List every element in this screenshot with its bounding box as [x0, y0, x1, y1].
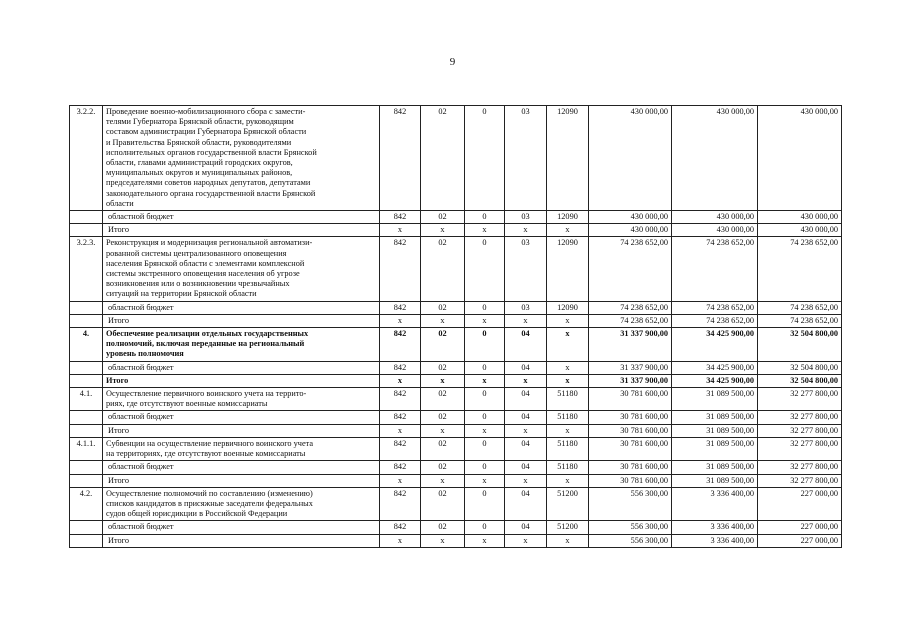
code-grbs-cell: 842	[380, 237, 421, 301]
value-year2-cell: 34 425 900,00	[672, 361, 758, 374]
value-year3-cell: 32 277 800,00	[758, 437, 842, 460]
code-section-cell: 02	[421, 361, 465, 374]
row-number-cell: 3.2.3.	[70, 237, 103, 301]
code-section-cell: 02	[421, 487, 465, 521]
value-year3-cell: 74 238 652,00	[758, 301, 842, 314]
code-program-cell: 04	[505, 361, 547, 374]
code-section-cell: x	[421, 224, 465, 237]
value-year2-cell: 3 336 400,00	[672, 534, 758, 547]
code-subsection-cell: x	[465, 534, 505, 547]
row-name-cell: Субвенции на осуществление первичного воинского учета на территориях, где отсутствуют военные комиссариаты	[103, 437, 380, 460]
table-row	[70, 474, 842, 487]
value-year2-cell: 74 238 652,00	[672, 301, 758, 314]
table-row	[70, 437, 842, 460]
row-number-cell	[70, 314, 103, 327]
code-direction-cell: x	[547, 314, 589, 327]
code-direction-cell: 51200	[547, 487, 589, 521]
code-program-cell: 03	[505, 237, 547, 301]
value-year3-cell: 430 000,00	[758, 224, 842, 237]
code-program-cell: 03	[505, 211, 547, 224]
row-name-cell: Реконструкция и модернизация региональной автоматизи- рованной системы централизованного оповещения населения Брянской области с элементами комплексной системы экстренного оповещения населения об угрозе возникновения или о возникновении чрезвычайных ситуаций на территории Брянской области	[103, 237, 380, 301]
value-year1-cell: 30 781 600,00	[589, 388, 672, 411]
value-year1-cell: 30 781 600,00	[589, 437, 672, 460]
code-subsection-cell: 0	[465, 301, 505, 314]
value-year2-cell: 3 336 400,00	[672, 521, 758, 534]
code-grbs-cell: x	[380, 224, 421, 237]
code-section-cell: x	[421, 474, 465, 487]
value-year1-cell: 556 300,00	[589, 521, 672, 534]
row-name-cell: Итого	[103, 424, 380, 437]
code-grbs-cell: 842	[380, 211, 421, 224]
value-year3-cell: 32 277 800,00	[758, 461, 842, 474]
code-subsection-cell: 0	[465, 521, 505, 534]
page-number: 9	[449, 56, 456, 68]
value-year3-cell: 74 238 652,00	[758, 237, 842, 301]
code-grbs-cell: 842	[380, 521, 421, 534]
row-number-cell	[70, 374, 103, 387]
value-year3-cell: 430 000,00	[758, 106, 842, 211]
code-subsection-cell: x	[465, 424, 505, 437]
code-section-cell: 02	[421, 388, 465, 411]
code-program-cell: 03	[505, 301, 547, 314]
code-subsection-cell: 0	[465, 237, 505, 301]
code-subsection-cell: 0	[465, 211, 505, 224]
code-direction-cell: x	[547, 374, 589, 387]
row-name-cell: Осуществление полномочий по составлению (изменению) списков кандидатов в присяжные заседатели федеральных судов общей юрисдикции в Российской Федерации	[103, 487, 380, 521]
value-year1-cell: 30 781 600,00	[589, 424, 672, 437]
code-section-cell: 02	[421, 521, 465, 534]
code-grbs-cell: x	[380, 314, 421, 327]
code-program-cell: x	[505, 424, 547, 437]
value-year3-cell: 32 504 800,00	[758, 328, 842, 362]
code-direction-cell: x	[547, 424, 589, 437]
code-subsection-cell: 0	[465, 411, 505, 424]
value-year3-cell: 227 000,00	[758, 521, 842, 534]
value-year1-cell: 74 238 652,00	[589, 314, 672, 327]
row-number-cell	[70, 534, 103, 547]
value-year1-cell: 31 337 900,00	[589, 328, 672, 362]
code-subsection-cell: 0	[465, 361, 505, 374]
code-direction-cell: 12090	[547, 301, 589, 314]
code-section-cell: x	[421, 314, 465, 327]
code-grbs-cell: 842	[380, 328, 421, 362]
value-year2-cell: 430 000,00	[672, 106, 758, 211]
value-year1-cell: 30 781 600,00	[589, 461, 672, 474]
code-section-cell: 02	[421, 437, 465, 460]
code-direction-cell: 51180	[547, 461, 589, 474]
value-year3-cell: 430 000,00	[758, 211, 842, 224]
code-section-cell: 02	[421, 237, 465, 301]
row-name-cell: Обеспечение реализации отдельных государственных полномочий, включая переданные на региональный уровень полномочия	[103, 328, 380, 362]
table-row	[70, 461, 842, 474]
code-subsection-cell: x	[465, 314, 505, 327]
row-name-cell: областной бюджет	[103, 411, 380, 424]
code-subsection-cell: 0	[465, 487, 505, 521]
table-row	[70, 314, 842, 327]
row-number-cell	[70, 361, 103, 374]
code-program-cell: 04	[505, 328, 547, 362]
value-year1-cell: 556 300,00	[589, 534, 672, 547]
code-subsection-cell: 0	[465, 328, 505, 362]
code-program-cell: 04	[505, 388, 547, 411]
value-year1-cell: 31 337 900,00	[589, 374, 672, 387]
table-row	[70, 487, 842, 521]
row-number-cell: 4.1.1.	[70, 437, 103, 460]
row-name-cell: областной бюджет	[103, 461, 380, 474]
table-row	[70, 361, 842, 374]
value-year2-cell: 31 089 500,00	[672, 388, 758, 411]
code-program-cell: 04	[505, 487, 547, 521]
code-direction-cell: x	[547, 328, 589, 362]
code-subsection-cell: 0	[465, 461, 505, 474]
code-section-cell: x	[421, 424, 465, 437]
value-year2-cell: 31 089 500,00	[672, 461, 758, 474]
row-name-cell: Проведение военно-мобилизационного сбора с замести- телями Губернатора Брянской области, руководящим составом администрации Губернатора Брянской области и Правительства Брянской области, руководителями исполнительных органов государственной власти Брянской области, главами администраций городских округов, муниципальных округов и муниципальных районов, председателями советов народных депутатов, депутатами законодательного органа государственной власти Брянской области	[103, 106, 380, 211]
row-name-cell: Итого	[103, 314, 380, 327]
value-year2-cell: 31 089 500,00	[672, 437, 758, 460]
value-year2-cell: 74 238 652,00	[672, 314, 758, 327]
value-year3-cell: 32 277 800,00	[758, 424, 842, 437]
row-number-cell	[70, 461, 103, 474]
value-year1-cell: 74 238 652,00	[589, 301, 672, 314]
value-year3-cell: 32 277 800,00	[758, 411, 842, 424]
table-row	[70, 328, 842, 362]
code-direction-cell: x	[547, 474, 589, 487]
code-program-cell: x	[505, 224, 547, 237]
code-section-cell: x	[421, 374, 465, 387]
value-year1-cell: 430 000,00	[589, 106, 672, 211]
code-program-cell: 04	[505, 521, 547, 534]
row-number-cell: 4.	[70, 328, 103, 362]
value-year2-cell: 34 425 900,00	[672, 328, 758, 362]
code-direction-cell: 12090	[547, 211, 589, 224]
table-row	[70, 424, 842, 437]
row-number-cell	[70, 301, 103, 314]
value-year2-cell: 31 089 500,00	[672, 424, 758, 437]
code-section-cell: 02	[421, 301, 465, 314]
code-subsection-cell: 0	[465, 388, 505, 411]
table-row	[70, 388, 842, 411]
code-section-cell: 02	[421, 411, 465, 424]
code-direction-cell: x	[547, 534, 589, 547]
table-row	[70, 224, 842, 237]
table-row	[70, 374, 842, 387]
code-grbs-cell: x	[380, 534, 421, 547]
row-name-cell: Осуществление первичного воинского учета на террито- риях, где отсутствуют военные комиссариаты	[103, 388, 380, 411]
row-number-cell	[70, 424, 103, 437]
table-row	[70, 534, 842, 547]
value-year2-cell: 31 089 500,00	[672, 411, 758, 424]
row-name-cell: областной бюджет	[103, 211, 380, 224]
code-direction-cell: 51180	[547, 411, 589, 424]
value-year3-cell: 32 504 800,00	[758, 374, 842, 387]
table-row	[70, 301, 842, 314]
table-row	[70, 411, 842, 424]
code-program-cell: 04	[505, 461, 547, 474]
code-grbs-cell: 842	[380, 461, 421, 474]
row-number-cell: 3.2.2.	[70, 106, 103, 211]
code-program-cell: 04	[505, 411, 547, 424]
row-number-cell: 4.2.	[70, 487, 103, 521]
row-number-cell	[70, 411, 103, 424]
row-number-cell	[70, 474, 103, 487]
value-year3-cell: 32 504 800,00	[758, 361, 842, 374]
code-direction-cell: 51180	[547, 388, 589, 411]
code-program-cell: 04	[505, 437, 547, 460]
value-year3-cell: 32 277 800,00	[758, 474, 842, 487]
value-year2-cell: 430 000,00	[672, 224, 758, 237]
code-direction-cell: x	[547, 361, 589, 374]
code-direction-cell: x	[547, 224, 589, 237]
code-grbs-cell: 842	[380, 487, 421, 521]
code-subsection-cell: 0	[465, 437, 505, 460]
code-program-cell: x	[505, 314, 547, 327]
code-grbs-cell: x	[380, 374, 421, 387]
code-grbs-cell: 842	[380, 411, 421, 424]
code-program-cell: 03	[505, 106, 547, 211]
code-grbs-cell: x	[380, 424, 421, 437]
code-subsection-cell: x	[465, 224, 505, 237]
value-year1-cell: 430 000,00	[589, 224, 672, 237]
code-subsection-cell: x	[465, 474, 505, 487]
code-program-cell: x	[505, 374, 547, 387]
code-direction-cell: 51200	[547, 521, 589, 534]
value-year2-cell: 3 336 400,00	[672, 487, 758, 521]
value-year3-cell: 227 000,00	[758, 534, 842, 547]
row-number-cell	[70, 224, 103, 237]
code-section-cell: 02	[421, 461, 465, 474]
code-direction-cell: 12090	[547, 237, 589, 301]
row-number-cell	[70, 521, 103, 534]
row-name-cell: Итого	[103, 474, 380, 487]
row-name-cell: Итого	[103, 224, 380, 237]
code-section-cell: 02	[421, 106, 465, 211]
code-program-cell: x	[505, 474, 547, 487]
row-name-cell: Итого	[103, 374, 380, 387]
value-year1-cell: 30 781 600,00	[589, 474, 672, 487]
value-year1-cell: 430 000,00	[589, 211, 672, 224]
code-grbs-cell: x	[380, 474, 421, 487]
table-row	[70, 521, 842, 534]
value-year1-cell: 31 337 900,00	[589, 361, 672, 374]
code-subsection-cell: 0	[465, 106, 505, 211]
value-year3-cell: 227 000,00	[758, 487, 842, 521]
value-year1-cell: 74 238 652,00	[589, 237, 672, 301]
value-year1-cell: 30 781 600,00	[589, 411, 672, 424]
value-year2-cell: 430 000,00	[672, 211, 758, 224]
table-body	[70, 106, 842, 548]
code-grbs-cell: 842	[380, 437, 421, 460]
code-section-cell: x	[421, 534, 465, 547]
value-year1-cell: 556 300,00	[589, 487, 672, 521]
table-row	[70, 237, 842, 301]
table-row	[70, 211, 842, 224]
code-subsection-cell: x	[465, 374, 505, 387]
row-number-cell: 4.1.	[70, 388, 103, 411]
code-grbs-cell: 842	[380, 388, 421, 411]
row-name-cell: Итого	[103, 534, 380, 547]
code-direction-cell: 51180	[547, 437, 589, 460]
row-name-cell: областной бюджет	[103, 361, 380, 374]
code-section-cell: 02	[421, 328, 465, 362]
row-name-cell: областной бюджет	[103, 521, 380, 534]
budget-table	[69, 105, 842, 548]
code-grbs-cell: 842	[380, 106, 421, 211]
code-grbs-cell: 842	[380, 301, 421, 314]
row-number-cell	[70, 211, 103, 224]
code-program-cell: x	[505, 534, 547, 547]
value-year3-cell: 74 238 652,00	[758, 314, 842, 327]
value-year2-cell: 31 089 500,00	[672, 474, 758, 487]
value-year2-cell: 34 425 900,00	[672, 374, 758, 387]
value-year2-cell: 74 238 652,00	[672, 237, 758, 301]
value-year3-cell: 32 277 800,00	[758, 388, 842, 411]
code-grbs-cell: 842	[380, 361, 421, 374]
row-name-cell: областной бюджет	[103, 301, 380, 314]
code-direction-cell: 12090	[547, 106, 589, 211]
table-row	[70, 106, 842, 211]
code-section-cell: 02	[421, 211, 465, 224]
